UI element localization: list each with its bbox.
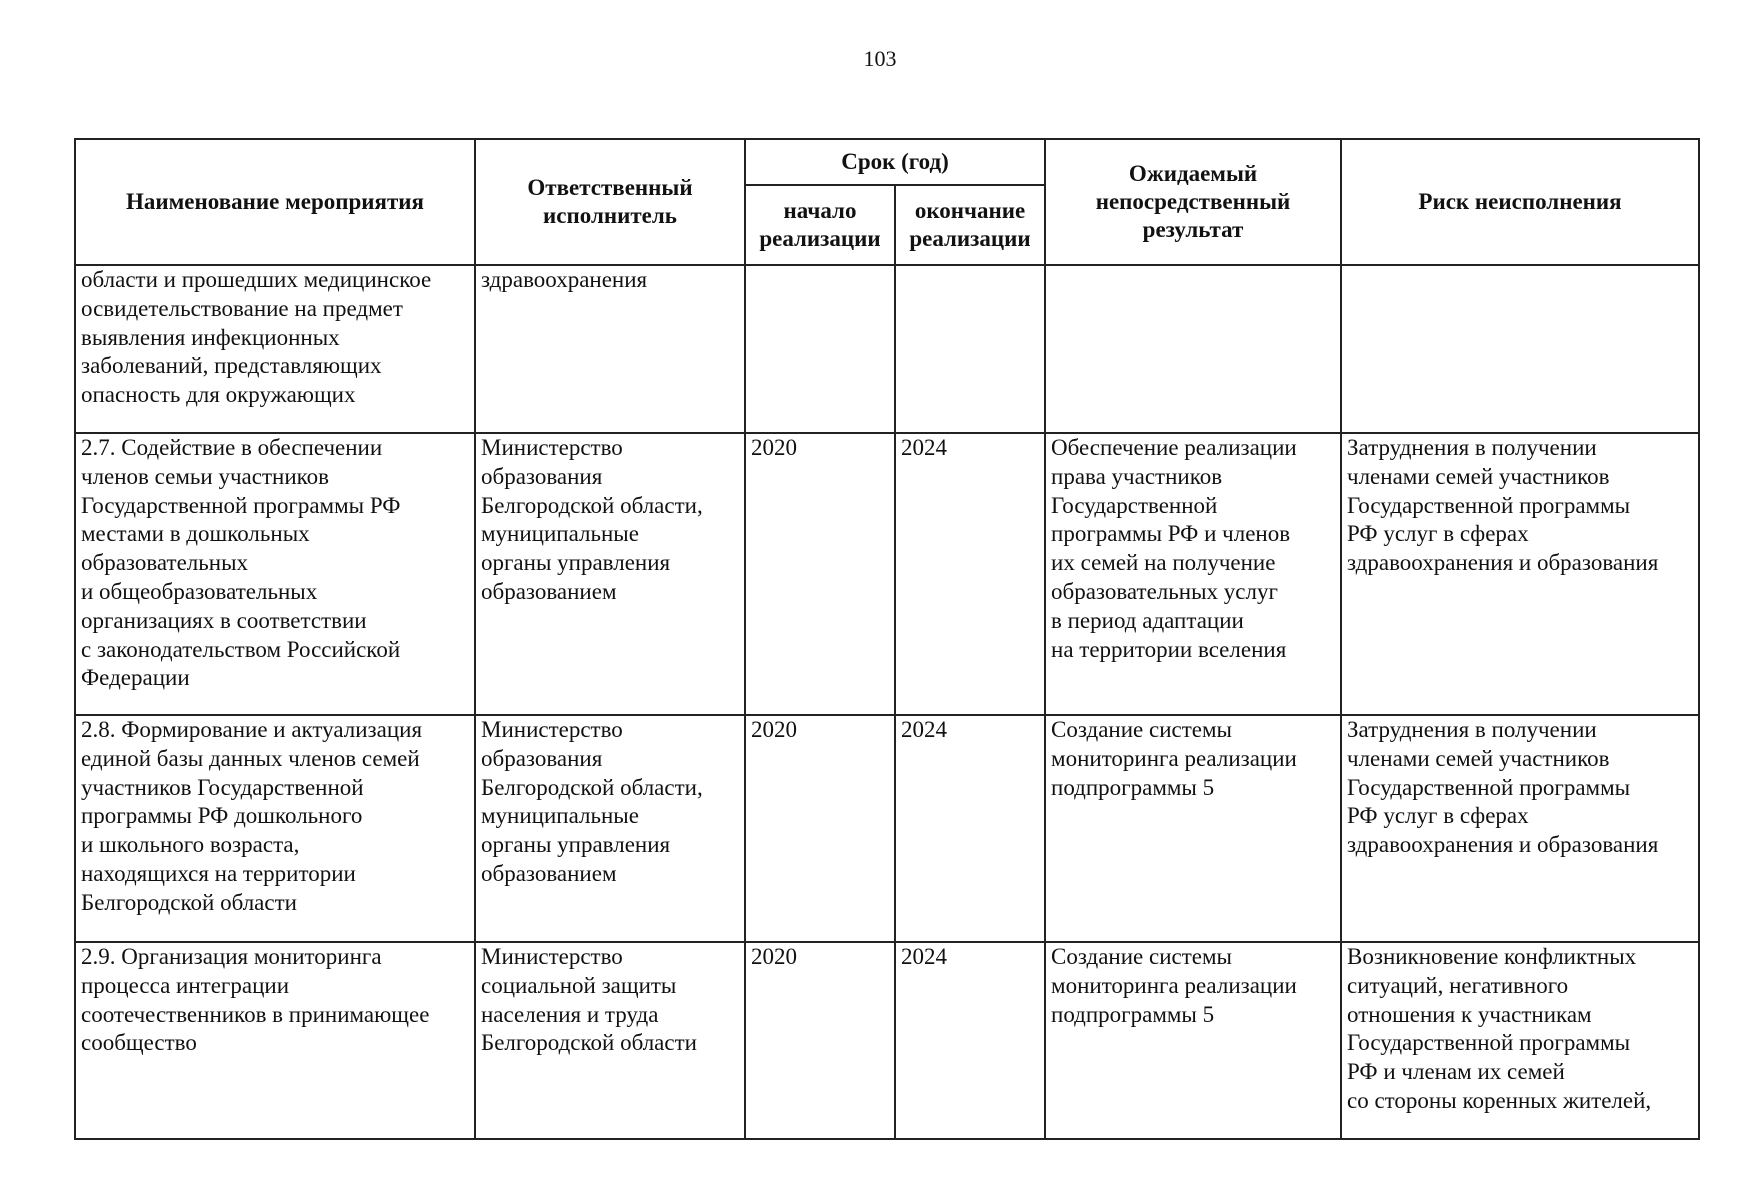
table-row bbox=[75, 715, 1699, 942]
measures-table bbox=[74, 138, 1700, 1140]
cell-text: 2.9. Организация мониторинга процесса интеграции соотечественников в принимающее сообщество bbox=[81, 944, 430, 1056]
header-name: Наименование мероприятия bbox=[75, 139, 475, 265]
cell-result bbox=[1045, 715, 1341, 942]
cell-end: 2024 bbox=[895, 433, 1045, 715]
cell-text: 2.7. Содействие в обеспечении членов семьи участников Государственной программы РФ местами в дошкольных образовательных и общеобразовательных организациях в соответствии с законодательством Российской Федерации bbox=[81, 435, 401, 691]
cell-risk bbox=[1341, 715, 1699, 942]
table-row bbox=[75, 265, 1699, 433]
cell-start bbox=[745, 265, 895, 433]
cell-text: Министерство социальной защиты населения и труда Белгородской области bbox=[481, 944, 697, 1056]
cell-name bbox=[75, 265, 475, 433]
cell-result bbox=[1045, 942, 1341, 1139]
cell-name bbox=[75, 715, 475, 942]
cell-text: Министерство образования Белгородской области, муниципальные органы управления образованием bbox=[481, 435, 703, 604]
cell-executor bbox=[475, 433, 745, 715]
cell-text: Затруднения в получении членами семей участников Государственной программы РФ услуг в сферах здравоохранения и образования bbox=[1347, 435, 1659, 576]
cell-name bbox=[75, 942, 475, 1139]
cell-text: Министерство образования Белгородской области, муниципальные органы управления образованием bbox=[481, 717, 703, 886]
header-result: Ожидаемый непосредственный результат bbox=[1045, 139, 1341, 265]
cell-executor bbox=[475, 942, 745, 1139]
cell-risk bbox=[1341, 433, 1699, 715]
cell-result bbox=[1045, 265, 1341, 433]
cell-result bbox=[1045, 433, 1341, 715]
table-row bbox=[75, 942, 1699, 1139]
page-number: 103 bbox=[863, 46, 897, 71]
header-term: Срок (год) bbox=[745, 139, 1045, 185]
cell-end: 2024 bbox=[895, 942, 1045, 1139]
cell-name bbox=[75, 433, 475, 715]
cell-risk bbox=[1341, 942, 1699, 1139]
cell-text: Возникновение конфликтных ситуаций, негативного отношения к участникам Государственной программы РФ и членам их семей со стороны коренных жителей, bbox=[1347, 944, 1652, 1113]
header-start: начало реализации bbox=[745, 185, 895, 265]
cell-end: 2024 bbox=[895, 715, 1045, 942]
cell-end bbox=[895, 265, 1045, 433]
cell-start: 2020 bbox=[745, 715, 895, 942]
table-row bbox=[75, 433, 1699, 715]
cell-text: области и прошедших медицинское освидетельствование на предмет выявления инфекционных заболеваний, представляющих опасность для окружающих bbox=[81, 267, 432, 408]
cell-executor bbox=[475, 715, 745, 942]
cell-start: 2020 bbox=[745, 942, 895, 1139]
cell-risk bbox=[1341, 265, 1699, 433]
cell-text: Создание системы мониторинга реализации подпрограммы 5 bbox=[1051, 717, 1297, 800]
cell-start: 2020 bbox=[745, 433, 895, 715]
header-risk: Риск неисполнения bbox=[1341, 139, 1699, 265]
cell-text: Создание системы мониторинга реализации подпрограммы 5 bbox=[1051, 944, 1297, 1027]
cell-executor bbox=[475, 265, 745, 433]
cell-text: здравоохранения bbox=[481, 267, 648, 292]
cell-text: 2.8. Формирование и актуализация единой базы данных членов семей участников Государственной программы РФ дошкольного и школьного возраста, находящихся на территории Белгородской области bbox=[81, 717, 423, 915]
cell-text: Обеспечение реализации права участников Государственной программы РФ и членов их семей на получение образовательных услуг в период адаптации на территории вселения bbox=[1051, 435, 1297, 662]
table-header-row bbox=[75, 139, 1699, 185]
header-end: окончание реализации bbox=[895, 185, 1045, 265]
cell-text: Затруднения в получении членами семей участников Государственной программы РФ услуг в сферах здравоохранения и образования bbox=[1347, 717, 1659, 858]
header-executor: Ответственный исполнитель bbox=[475, 139, 745, 265]
